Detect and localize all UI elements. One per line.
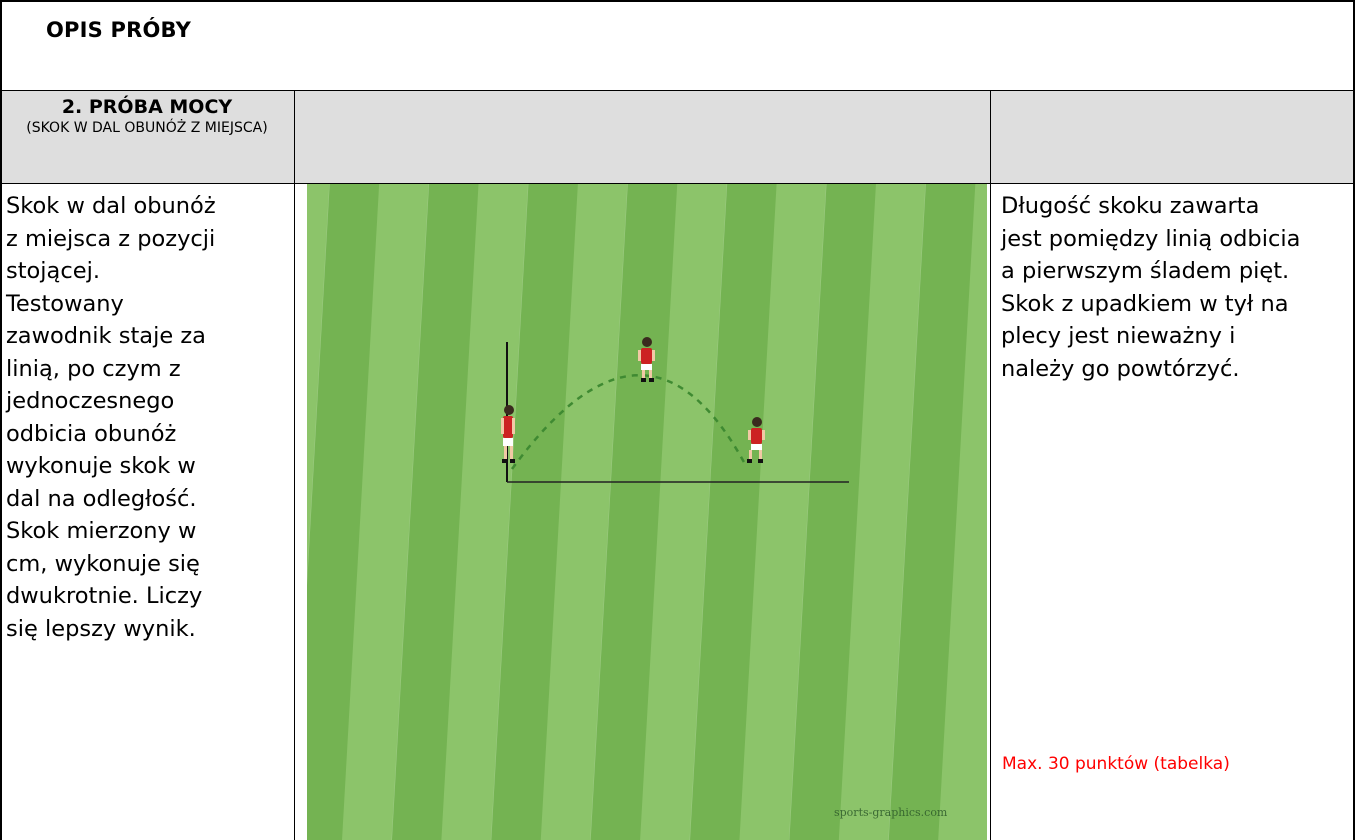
description-line: odbicia obunóż (6, 420, 177, 447)
description-line: cm, wykonuje się (6, 550, 200, 577)
table-col-divider-1 (294, 90, 295, 840)
description-line: Skok w dal obunóż (6, 193, 216, 219)
test-subtitle: (SKOK W DAL OBUNÓŻ Z MIEJSCA) (26, 120, 268, 136)
test-name-cell (0, 96, 294, 139)
description-line: dwukrotnie. Liczy (6, 583, 203, 609)
description-line: Testowany (6, 290, 124, 317)
grey-cell-middle (295, 91, 990, 183)
grey-cell-right (991, 91, 1353, 183)
rules-line: a pierwszym śladem pięt. (1001, 258, 1290, 284)
description-line: się lepszy wynik. (6, 615, 196, 642)
rules-line: plecy jest nieważny i (1001, 323, 1236, 349)
description-line: dal na odległość. (6, 485, 197, 512)
description-line: jednoczesnego (6, 388, 175, 414)
rules-line: jest pomiędzy linią odbicia (1001, 225, 1301, 252)
description-line: stojącej. (6, 258, 100, 284)
description-line: Skok mierzony w (6, 518, 197, 544)
table-border-top (0, 0, 1355, 2)
page-title: OPIS PRÓBY (46, 18, 191, 42)
rules-description (1001, 190, 1351, 385)
jump-illustration (307, 184, 987, 840)
description-line: zawodnik staje za (6, 323, 206, 349)
watermark: sports-graphics.com (834, 806, 948, 819)
description-line: z miejsca z pozycji (6, 225, 216, 252)
rules-line: Skok z upadkiem w tył na (1001, 290, 1289, 317)
rules-line: należy go powtórzyć. (1001, 355, 1240, 382)
table-col-divider-2 (990, 90, 991, 840)
max-points-note: Max. 30 punktów (tabelka) (1002, 754, 1230, 774)
description-line: linią, po czym z (6, 355, 181, 382)
rules-line: Długość skoku zawarta (1001, 193, 1260, 219)
description-line: wykonuje skok w (6, 453, 196, 479)
football-pitch (307, 184, 987, 840)
test-description (6, 190, 291, 645)
test-name: 2. PRÓBA MOCY (61, 96, 233, 118)
